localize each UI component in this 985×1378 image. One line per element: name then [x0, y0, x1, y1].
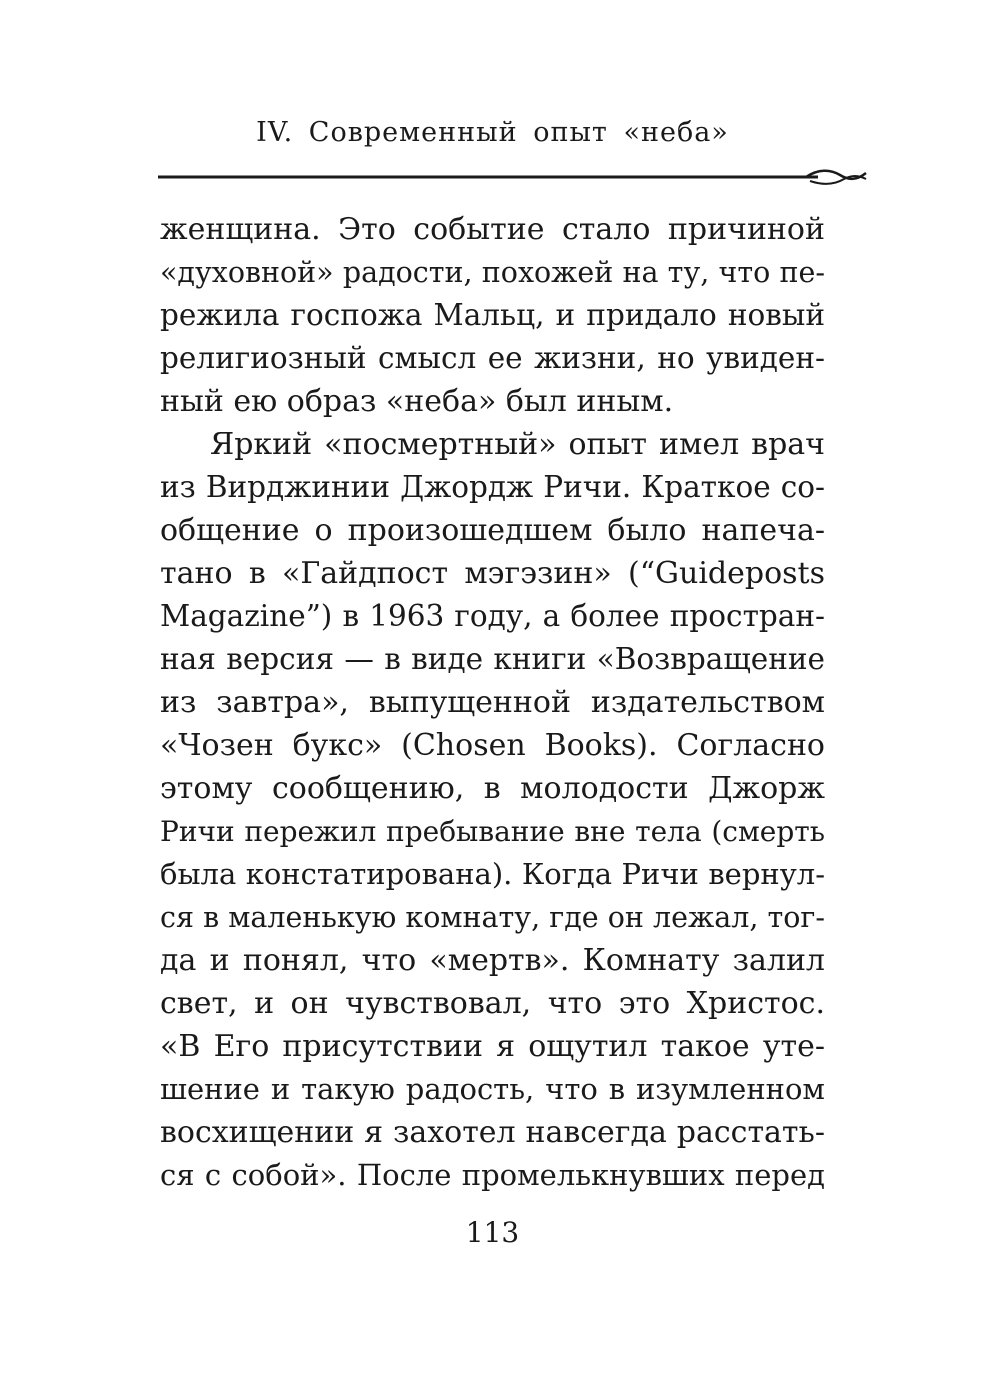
- page-number: 113: [465, 1216, 520, 1249]
- text-line: общение о произошедшем было напеча-: [160, 513, 825, 548]
- text-line: шение и такую радость, что в изумленном: [160, 1072, 825, 1106]
- text-line: ная версия — в виде книги «Возвращение: [160, 642, 825, 676]
- running-head-title: IV. Современный опыт «неба»: [256, 117, 729, 148]
- text-line: «В Его присутствии я ощутил такое уте-: [160, 1029, 825, 1064]
- text-line: да и понял, что «мертв». Комнату залил: [160, 943, 825, 978]
- text-line-paragraph-start: Яркий «посмертный» опыт имел врач: [210, 427, 825, 462]
- text-line: ный ею образ «неба» был иным.: [160, 384, 674, 419]
- text-line: режила госпожа Мальц, и придало новый: [160, 298, 825, 332]
- text-line: Magazine”) в 1963 году, а более простран-: [160, 599, 825, 633]
- text-line: из Вирджинии Джордж Ричи. Краткое со-: [160, 470, 825, 504]
- text-line: свет, и он чувствовал, что это Христос.: [160, 986, 825, 1021]
- text-line: религиозный смысл ее жизни, но увиден-: [160, 341, 825, 375]
- text-line: восхищении я захотел навсегда расстать-: [160, 1115, 825, 1150]
- text-line: из завтра», выпущенной издательством: [160, 685, 825, 720]
- text-line: была констатирована). Когда Ричи вернул-: [160, 857, 825, 891]
- text-line: женщина. Это событие стало причиной: [160, 212, 825, 247]
- text-line: «духовной» радости, похожей на ту, что пе-: [160, 256, 825, 289]
- text-line: «Чозен букс» (Chosen Books). Согласно: [160, 728, 825, 763]
- text-line: ся с собой». После промелькнувших перед: [160, 1158, 825, 1192]
- text-line: Ричи пережил пребывание вне тела (смерть: [160, 815, 825, 848]
- header-rule-ornament: [158, 163, 870, 193]
- text-line: этому сообщению, в молодости Джорж: [160, 771, 825, 806]
- text-line: ся в маленькую комнату, где он лежал, тог-: [160, 901, 825, 934]
- body-text: [160, 208, 825, 1197]
- text-line: тано в «Гайдпост мэгэзин» (“Guideposts: [160, 556, 825, 591]
